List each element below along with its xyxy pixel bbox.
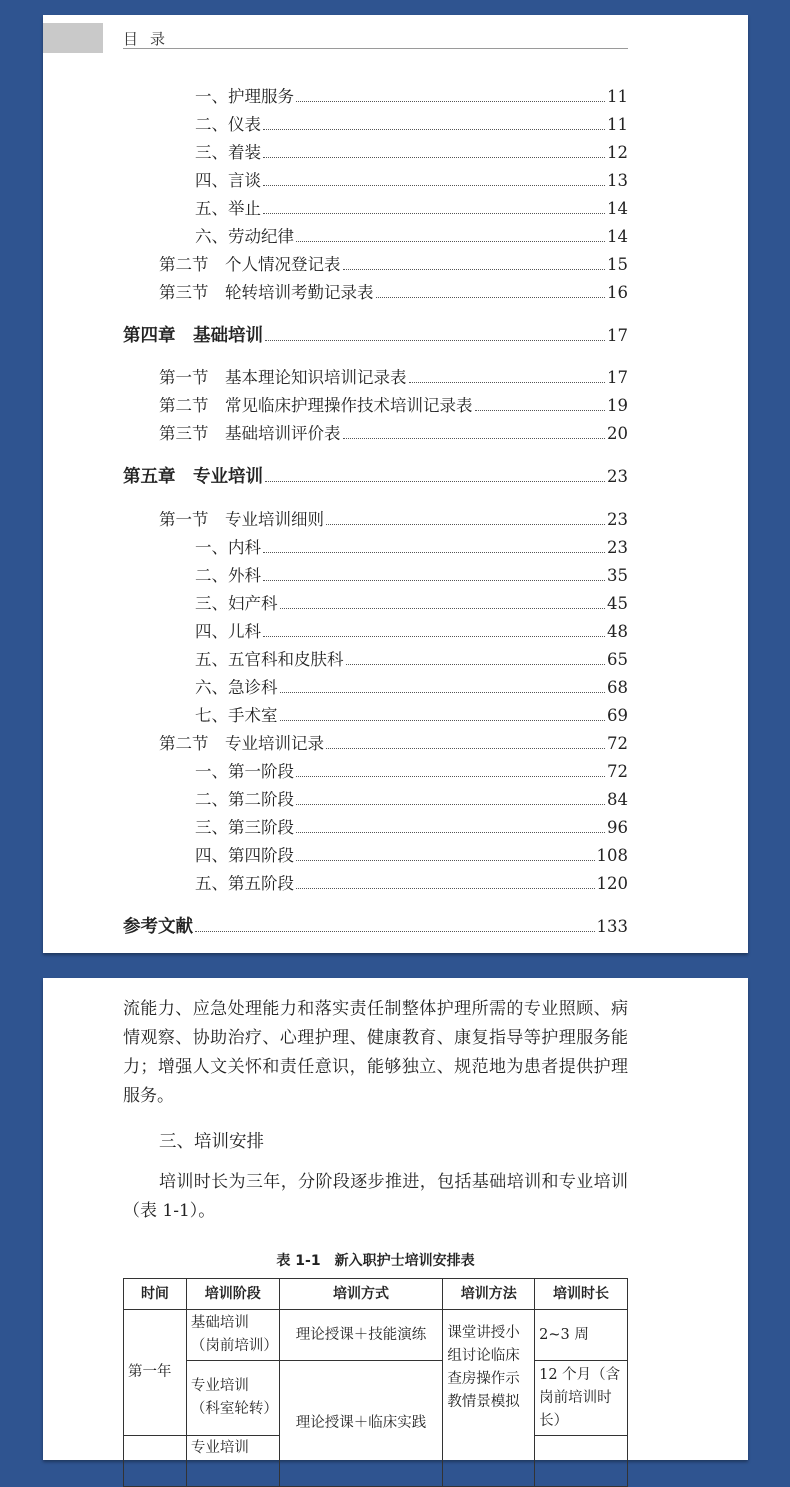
toc-leader (296, 776, 605, 777)
toc-entry (159, 281, 628, 303)
toc-leader (265, 481, 605, 482)
toc-label: 参考文献 (123, 917, 193, 937)
toc-entry (195, 760, 628, 782)
table-row (124, 1310, 628, 1361)
toc-label: 五、第五阶段 (195, 874, 294, 893)
toc-page-number: 68 (607, 678, 628, 697)
toc-page-number: 13 (607, 171, 628, 190)
table-row (124, 1361, 628, 1436)
table-cell-stage: 专业培训 (186, 1436, 279, 1487)
toc-page-number: 11 (607, 87, 628, 106)
table-caption: 表 1-1 新入职护士培训安排表 (276, 1253, 475, 1269)
toc-label: 三、妇产科 (195, 594, 278, 613)
toc-label: 四、第四阶段 (195, 846, 294, 865)
content-page (43, 978, 748, 1460)
header-rule (123, 48, 628, 49)
toc-label: 四、言谈 (195, 171, 261, 190)
toc-leader (265, 340, 605, 341)
toc-page-number: 69 (607, 706, 628, 725)
toc-page-number: 96 (607, 818, 628, 837)
table-header-cell: 培训时长 (535, 1279, 628, 1310)
section-heading: 三、培训安排 (159, 1132, 264, 1152)
toc-entry (195, 620, 628, 642)
toc-leader (343, 269, 606, 270)
toc-entry (195, 141, 628, 163)
toc-leader (263, 185, 605, 186)
toc-label: 第二节 个人情况登记表 (159, 255, 341, 274)
toc-page-number: 72 (607, 734, 628, 753)
toc-label: 二、外科 (195, 566, 261, 585)
table-cell-year: 第一年 (124, 1310, 187, 1436)
toc-leader (263, 636, 605, 637)
toc-label: 二、仪表 (195, 115, 261, 134)
intro-paragraph: 流能力、应急处理能力和落实责任制整体护理所需的专业照顾、病情观察、协助治疗、心理护理、健康教育、康复指导等护理服务能力；增强人文关怀和责任意识，能够独立、规范地为患者提供护理服务。 (123, 999, 628, 1106)
table-cell-stage: 专业培训（科室轮转） (186, 1361, 279, 1436)
toc-label: 六、急诊科 (195, 678, 278, 697)
toc-label: 六、劳动纪律 (195, 227, 294, 246)
toc-page-number: 14 (607, 199, 628, 218)
table-header-row (124, 1279, 628, 1310)
toc-leader (263, 157, 605, 158)
toc-page-number: 72 (607, 762, 628, 781)
toc-label: 五、五官科和皮肤科 (195, 650, 344, 669)
toc-page-number: 35 (607, 566, 628, 585)
toc-entry (195, 169, 628, 191)
toc-entry (195, 844, 628, 866)
toc-label: 三、着装 (195, 143, 261, 162)
toc-leader (376, 297, 606, 298)
toc-leader (343, 438, 606, 439)
toc-leader (326, 748, 605, 749)
toc-entry (195, 113, 628, 135)
table-header-cell: 培训方式 (279, 1279, 443, 1310)
toc-entry (195, 225, 628, 247)
toc-page-number: 120 (596, 874, 628, 893)
toc-page-number: 23 (607, 538, 628, 557)
table-cell-methods: 课堂讲授小组讨论临床查房操作示教情景模拟 (443, 1310, 535, 1487)
header-title: 目录 (123, 30, 178, 48)
toc-entry (159, 253, 628, 275)
toc-label: 第二节 专业培训记录 (159, 734, 324, 753)
toc-page-number: 133 (596, 917, 628, 936)
table-cell-mode: 理论授课＋技能演练 (279, 1310, 443, 1361)
toc-leader (280, 720, 606, 721)
toc-label: 三、第三阶段 (195, 818, 294, 837)
toc-chapter (123, 465, 628, 487)
toc-page-number: 15 (607, 255, 628, 274)
toc-label: 第一节 专业培训细则 (159, 510, 324, 529)
toc-entry (195, 816, 628, 838)
toc-leader (263, 580, 605, 581)
toc-leader (409, 382, 606, 383)
toc-page-number: 108 (596, 846, 628, 865)
table-cell-duration (535, 1436, 628, 1487)
toc-label: 一、内科 (195, 538, 261, 557)
toc-page-number: 23 (607, 510, 628, 529)
toc-leader (263, 552, 605, 553)
toc-entry (195, 536, 628, 558)
toc-label: 第三节 基础培训评价表 (159, 424, 341, 443)
toc-label: 七、手术室 (195, 706, 278, 725)
toc-entry (195, 592, 628, 614)
table-cell-duration: 12 个月（含岗前培训时长） (535, 1361, 628, 1436)
toc-leader (296, 860, 595, 861)
toc-page-number: 19 (607, 396, 628, 415)
toc-label: 第三节 轮转培训考勤记录表 (159, 283, 374, 302)
toc-entry (159, 394, 628, 416)
toc-leader (263, 213, 605, 214)
toc-leader (475, 410, 606, 411)
toc-entry (195, 564, 628, 586)
table-cell-mode: 理论授课＋临床实践 (279, 1361, 443, 1487)
toc-page-number: 84 (607, 790, 628, 809)
toc-entry (195, 648, 628, 670)
header-tab (43, 23, 103, 53)
toc-entry (159, 732, 628, 754)
toc-label: 第四章 基础培训 (123, 326, 263, 346)
toc-entry (195, 676, 628, 698)
toc-leader (296, 241, 605, 242)
toc-page-number: 17 (607, 368, 628, 387)
toc-chapter (123, 915, 628, 937)
toc-page (43, 15, 748, 953)
toc-entry (195, 197, 628, 219)
table-cell-duration: 2~3 周 (535, 1310, 628, 1361)
toc-entry (195, 85, 628, 107)
table-cell-year (124, 1436, 187, 1487)
toc-leader (296, 804, 605, 805)
toc-label: 四、儿科 (195, 622, 261, 641)
toc-label: 第二节 常见临床护理操作技术培训记录表 (159, 396, 473, 415)
toc-entry (159, 422, 628, 444)
toc-page-number: 17 (607, 326, 628, 345)
table-cell-stage: 基础培训（岗前培训） (186, 1310, 279, 1361)
toc-page-number: 45 (607, 594, 628, 613)
toc-entry (195, 788, 628, 810)
toc-leader (326, 524, 605, 525)
toc-page-number: 11 (607, 115, 628, 134)
toc-page-number: 48 (607, 622, 628, 641)
schedule-table (123, 1278, 628, 1487)
toc-page-number: 14 (607, 227, 628, 246)
toc-leader (195, 931, 595, 932)
table-header-cell: 培训阶段 (186, 1279, 279, 1310)
toc-page-number: 20 (607, 424, 628, 443)
toc-leader (280, 692, 606, 693)
toc-label: 第一节 基本理论知识培训记录表 (159, 368, 407, 387)
toc-entry (195, 872, 628, 894)
toc-entry (159, 508, 628, 530)
toc-leader (280, 608, 606, 609)
toc-leader (296, 101, 605, 102)
toc-entry (195, 704, 628, 726)
toc-leader (263, 129, 605, 130)
table-header-cell: 培训方法 (443, 1279, 535, 1310)
toc-page-number: 23 (607, 467, 628, 486)
toc-label: 一、第一阶段 (195, 762, 294, 781)
toc-label: 第五章 专业培训 (123, 467, 263, 487)
toc-chapter (123, 324, 628, 346)
table-header-cell: 时间 (124, 1279, 187, 1310)
toc-label: 五、举止 (195, 199, 261, 218)
schedule-paragraph: 培训时长为三年，分阶段逐步推进，包括基础培训和专业培训（表 1-1）。 (123, 1172, 628, 1221)
toc-page-number: 16 (607, 283, 628, 302)
toc-page-number: 65 (607, 650, 628, 669)
toc-label: 二、第二阶段 (195, 790, 294, 809)
toc-entry (159, 366, 628, 388)
toc-label: 一、护理服务 (195, 87, 294, 106)
toc-leader (296, 832, 605, 833)
toc-page-number: 12 (607, 143, 628, 162)
toc-leader (346, 664, 606, 665)
toc-leader (296, 888, 595, 889)
